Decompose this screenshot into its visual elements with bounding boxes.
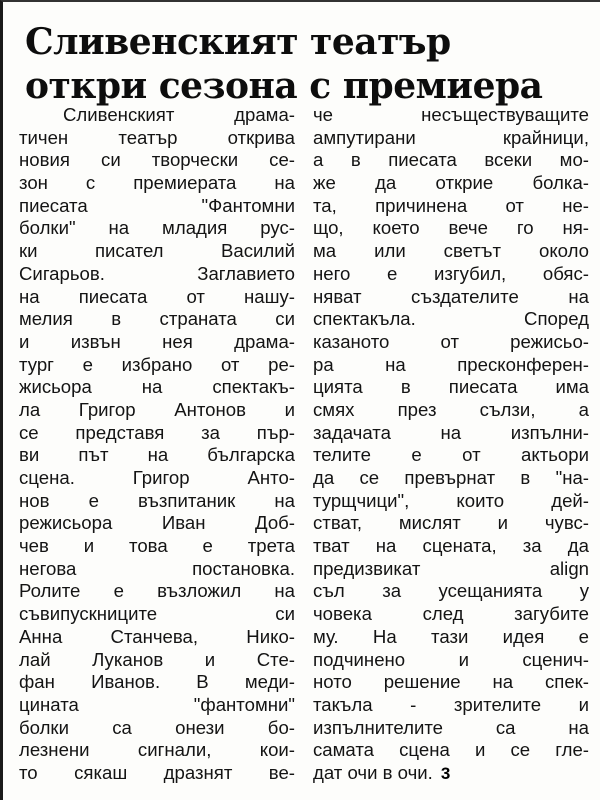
article-text-line: смях през сълзи, а [313,398,589,420]
article-text-line: стват, мислят и чувс- [313,512,589,534]
article-text-line: же да открие болка- [313,172,589,194]
article-text-line: турщчици", които дей- [313,489,589,511]
article-text-line: тват на сцената, за да [313,535,589,557]
article-text-line: Сигарьов. Заглавието [19,262,295,284]
article-text-line: човека след загубите [313,603,589,625]
article-end-mark: 3 [440,763,451,783]
article-text-line: казаното от режисьо- [313,330,589,352]
article-text-line: самата сцена и се гле- [313,739,589,761]
article-text-line: телите е от актьори [313,444,589,466]
article-text-line: подчинено и сценич- [313,648,589,670]
article-text-line: ма или светът около [313,240,589,262]
article-text-line: съвипускниците си [19,603,295,625]
article-text-line: дат очи в очи. 3 [313,762,589,785]
article-text-line: ампутирани крайници, [313,126,589,148]
article-text-line: зон с премиерата на [19,172,295,194]
article-text-line: та, причинена от не- [313,194,589,216]
headline-line-2: откри сезона с премиера [25,65,543,107]
article-text-line: болки" на младия рус- [19,217,295,239]
article-text-line: ра на пресконферен- [313,353,589,375]
article-text-line: негова постановка. [19,557,295,579]
article-text-line: и извън нея драма- [19,330,295,352]
article-text-line: чев и това е трета [19,535,295,557]
article-text-line: цията в пиесата има [313,376,589,398]
article-text-line: на пиесата от нашу- [19,285,295,307]
article-text-line: Анна Станчева, Нико- [19,625,295,647]
article-text-line: Сливенският драма- [63,104,295,125]
article-text-line: ла Григор Антонов и [19,398,295,420]
article-text-line: задачата на изпълни- [313,421,589,443]
article-text-line: че несъществуващите [313,104,589,125]
article-body [19,104,589,785]
article-text-line: Ролите е възложил на [19,580,295,602]
article-text-line: изпълнителите са на [313,716,589,738]
article-text-line: то сякаш дразнят ве- [19,761,295,783]
article-text-line: режисьора Иван Доб- [19,512,295,534]
article-text-line: лай Луканов и Сте- [19,648,295,670]
article-text-line: а в пиесата всеки мо- [313,149,589,171]
article-text-line: такъла - зрителите и [313,693,589,715]
article-text-line: ното решение на спек- [313,671,589,693]
article-column-left [19,104,295,785]
article-text-line: жисьора на спектакъ- [19,376,295,398]
article-text-line: съл за усещанията у [313,580,589,602]
article-text-line: цината "фантомни" [19,693,295,715]
article-text-line: да се превърнат в "на- [313,467,589,488]
article-text-line: ви път на българска [19,444,295,466]
article-text-line: нов е възпитаник на [19,489,295,511]
article-text-line: болки са онези бо- [19,716,295,738]
article-text-line: ки писател Василий [19,240,295,262]
article-text-line: него е изгубил, обяс- [313,262,589,284]
article-text-line: предизвикат align [313,557,589,579]
article-text-line: тург е избрано от ре- [19,353,295,375]
article-text-line: спектакъла. Според [313,308,589,330]
article-text-line: що, което вече го ня- [313,217,589,239]
article-text-line: мелия в страната си [19,308,295,330]
article-text-line: фан Иванов. В меди- [19,671,295,693]
article-text-line: няват създателите на [313,285,589,307]
article-text-line: се представя за пър- [19,421,295,443]
article-headline [3,2,600,108]
article-text-line: тичен театър открива [19,126,295,148]
article-text-line: пиесата "Фантомни [19,194,295,216]
article-text-line: новия си творчески се- [19,149,295,171]
article-text-line: лезнени сигнали, кои- [19,739,295,761]
article-text-line: му. На тази идея е [313,625,589,647]
article-column-right [313,104,589,785]
article-text-line: сцена. Григор Анто- [19,467,295,488]
headline-line-1: Сливенският театър [25,21,451,63]
